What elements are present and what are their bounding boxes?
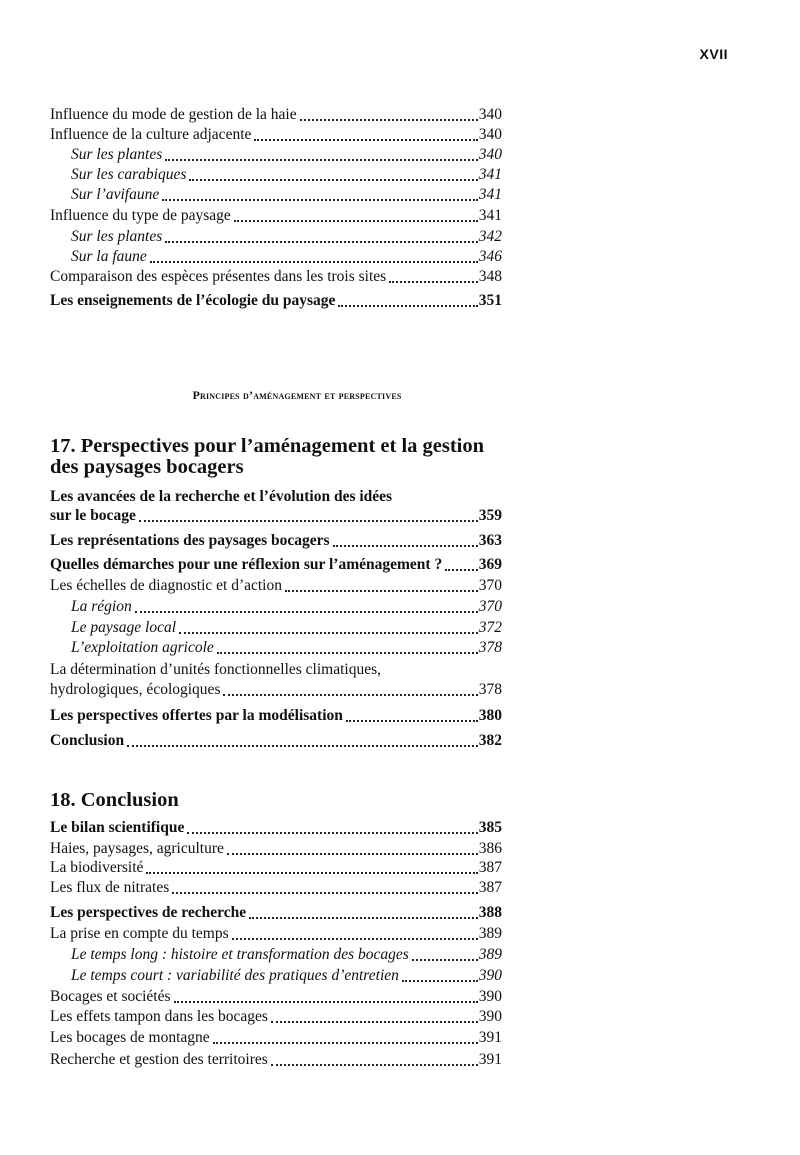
chapter-title: des paysages bocagers [50,456,244,478]
dot-leader [150,261,478,263]
dot-leader [412,959,478,961]
toc-label: Haies, paysages, agriculture [50,840,224,857]
toc-page: 378 [478,681,502,698]
dot-leader [234,220,478,222]
dot-leader [217,652,478,654]
toc-entry [71,638,502,658]
toc-label: Les perspectives de recherche [50,904,247,921]
toc-page: 387 [478,859,502,876]
toc-entry [50,291,502,311]
dot-leader [165,241,477,243]
toc-label: L’exploitation agricole [71,639,214,656]
dot-leader [165,159,477,161]
dot-leader [174,1001,478,1003]
toc-page: 370 [478,598,502,615]
toc-page: 378 [478,639,502,656]
dot-leader [389,281,478,283]
toc-page: 351 [478,292,502,309]
dot-leader [445,569,478,571]
toc-label: La région [71,598,132,615]
toc-entry [71,165,502,185]
toc-label: Recherche et gestion des territoires [50,1051,268,1068]
toc-entry [71,145,502,165]
toc-entry [50,105,502,125]
toc-page: 389 [478,925,502,942]
dot-leader [187,832,477,834]
dot-leader [139,520,478,522]
toc-entry [50,858,502,878]
page-number: XVII [699,46,728,62]
dot-leader [271,1021,478,1023]
dot-leader [223,694,477,696]
toc-page: 385 [478,819,502,836]
toc-entry [50,903,502,923]
toc-entry [50,1050,502,1070]
toc-label: Les enseignements de l’écologie du paysage [50,292,336,309]
toc-page: 341 [478,166,502,183]
toc-entry [71,185,502,205]
toc-label: Sur les plantes [71,228,163,245]
toc-label: Influence du mode de gestion de la haie [50,106,297,123]
toc-label: La biodiversité [50,859,144,876]
toc-page: 391 [478,1051,502,1068]
toc-page: 346 [478,248,502,265]
toc-label: Quelles démarches pour une réflexion sur l’aménagement ? [50,556,443,573]
dot-leader [227,853,478,855]
dot-leader [249,917,478,919]
toc-label: Comparaison des espèces présentes dans les trois sites [50,268,387,285]
toc-entry [50,818,502,838]
toc-page: 341 [478,186,502,203]
toc-entry [50,731,502,751]
toc-label: Influence du type de paysage [50,207,231,224]
dot-leader [189,179,477,181]
toc-label: Les effets tampon dans les bocages [50,1008,268,1025]
toc-page: 390 [478,967,502,984]
toc-label: Sur les plantes [71,146,163,163]
toc-entry [71,966,502,986]
toc-page: 340 [478,106,502,123]
toc-label-line: Les avancées de la recherche et l’évolution des idées [50,488,393,505]
toc-entry [71,247,502,267]
toc-label: Sur la faune [71,248,147,265]
toc-entry [50,839,502,859]
toc-entry [50,706,502,726]
toc-label: Sur l’avifaune [71,186,160,203]
dot-leader [135,611,478,613]
toc-label: Conclusion [50,732,125,749]
toc-label: La prise en compte du temps [50,925,229,942]
dot-leader [300,119,478,121]
chapter-title: 17. Perspectives pour l’aménagement et la gestion [50,435,485,457]
toc-page: 363 [478,532,502,549]
toc-label: Les bocages de montagne [50,1029,210,1046]
toc-page: 380 [478,707,502,724]
toc-label: Sur les carabiques [71,166,187,183]
toc-page: 390 [478,1008,502,1025]
toc-page: 369 [478,556,502,573]
toc-page: 388 [478,904,502,921]
toc-page: 390 [478,988,502,1005]
toc-page: 382 [478,732,502,749]
toc-label: sur le bocage [50,507,136,524]
toc-entry [50,531,502,551]
dot-leader [179,632,478,634]
dot-leader [213,1042,478,1044]
dot-leader [127,745,478,747]
toc-page: 387 [478,879,502,896]
toc-label: Le temps court : variabilité des pratiques d’entretien [71,967,399,984]
dot-leader [271,1064,478,1066]
dot-leader [333,545,478,547]
toc-entry [71,597,502,617]
dot-leader [162,199,478,201]
toc-page: 341 [478,207,502,224]
toc-page: 342 [478,228,502,245]
dot-leader [172,892,478,894]
toc-page: 348 [478,268,502,285]
toc-entry [50,206,502,226]
toc-label: Les échelles de diagnostic et d’action [50,577,282,594]
part-title: Principes d’aménagement et perspectives [192,388,402,402]
toc-entry [50,878,502,898]
toc-label: Le paysage local [71,619,177,636]
toc-label: Les flux de nitrates [50,879,170,896]
toc-entry [71,945,502,965]
toc-entry [50,1007,502,1027]
toc-page: 386 [478,840,502,857]
toc-page: 372 [478,619,502,636]
toc-label-line: La détermination d’unités fonctionnelles climatiques, [50,661,382,678]
toc-page: 340 [478,146,502,163]
toc-label: Les perspectives offertes par la modélisation [50,707,343,724]
dot-leader [338,305,477,307]
toc-page: 389 [478,946,502,963]
toc-label: Bocages et sociétés [50,988,171,1005]
dot-leader [254,139,477,141]
toc-page: 391 [478,1029,502,1046]
toc-entry [50,576,502,596]
toc-entry [50,555,502,575]
toc-page: 370 [478,577,502,594]
toc-label: hydrologiques, écologiques [50,681,221,698]
toc-label: Influence de la culture adjacente [50,126,252,143]
toc-page: 340 [478,126,502,143]
toc-entry [50,680,502,700]
dot-leader [346,720,478,722]
toc-label: Les représentations des paysages bocagers [50,532,330,549]
toc-entry [50,924,502,944]
dot-leader [232,938,478,940]
toc-entry [50,1028,502,1048]
toc-entry [50,267,502,287]
toc-label: Le bilan scientifique [50,819,185,836]
toc-entry [50,125,502,145]
chapter-title: 18. Conclusion [50,789,179,811]
toc-entry [71,227,502,247]
toc-entry [71,618,502,638]
dot-leader [146,872,477,874]
toc-label: Le temps long : histoire et transformation des bocages [71,946,409,963]
dot-leader [402,980,478,982]
toc-page: 359 [478,507,502,524]
toc-entry [50,987,502,1007]
toc-entry [50,506,502,526]
dot-leader [285,590,478,592]
